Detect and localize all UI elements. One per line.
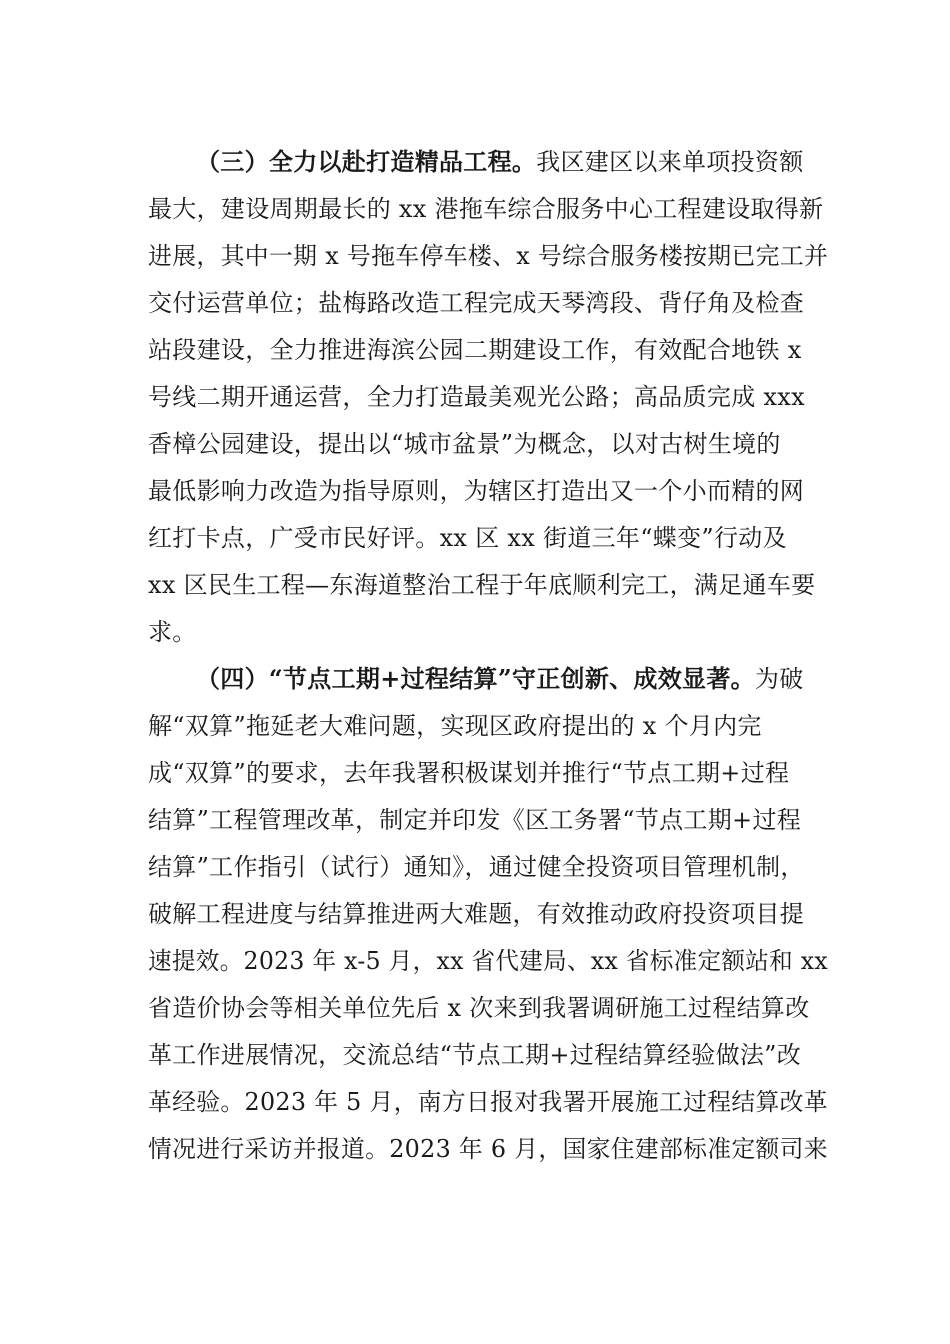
- section3-line-1: [196, 146, 828, 178]
- section3-line-10: xx 区民生工程—东海道整治工程于年底顺利完工，满足通车要: [148, 571, 816, 599]
- section3-line-4: 交付运营单位；盐梅路改造工程完成天琴湾段、背仔角及检查: [148, 289, 805, 317]
- section4-line-3: 成“双算”的要求，去年我署积极谋划并推行“节点工期+过程: [148, 759, 790, 787]
- section4-line-6: 破解工程进度与结算推进两大难题，有效推动政府投资项目提: [148, 900, 805, 928]
- section3-text-1: 我区建区以来单项投资额: [536, 148, 804, 176]
- section3-heading: （三）全力以赴打造精品工程。: [196, 147, 537, 176]
- section3-line-7: 香樟公园建设，提出以“城市盆景”为概念，以对古树生境的: [148, 430, 781, 458]
- section4-line-2: 解“双算”拖延老大难问题，实现区政府提出的 x 个月内完: [148, 712, 762, 740]
- section3-line-11: 求。: [148, 618, 197, 646]
- section4-line-8: 省造价协会等相关单位先后 x 次来到我署调研施工过程结算改: [148, 994, 810, 1022]
- section4-text-1: 为破: [754, 665, 804, 693]
- section4-line-4: 结算”工程管理改革，制定并印发《区工务署“节点工期+过程: [148, 806, 802, 834]
- section4-line-10: 革经验。2023 年 5 月，南方日报对我署开展施工过程结算改革: [148, 1088, 828, 1116]
- section3-line-9: 红打卡点，广受市民好评。xx 区 xx 街道三年“蝶变”行动及: [148, 524, 787, 552]
- section3-line-2: 最大，建设周期最长的 xx 港拖车综合服务中心工程建设取得新: [148, 195, 824, 223]
- section3-line-8: 最低影响力改造为指导原则，为辖区打造出又一个小而精的网: [148, 477, 805, 505]
- section4-line-5: 结算”工作指引（试行）通知》，通过健全投资项目管理机制，: [148, 853, 805, 881]
- section3-line-3: 进展，其中一期 x 号拖车停车楼、x 号综合服务楼按期已完工并: [148, 242, 829, 270]
- section4-line-11: 情况进行采访并报道。2023 年 6 月，国家住建部标准定额司来: [148, 1135, 828, 1163]
- section4-line-9: 革工作进展情况，交流总结“节点工期+过程结算经验做法”改: [148, 1041, 802, 1069]
- section3-line-6: 号线二期开通运营，全力打造最美观光公路；高品质完成 xxx: [148, 383, 805, 411]
- section3-line-5: 站段建设，全力推进海滨公园二期建设工作，有效配合地铁 x: [148, 336, 802, 364]
- section4-heading: （四）“节点工期+过程结算”守正创新、成效显著。: [196, 664, 755, 693]
- section4-line-7: 速提效。2023 年 x-5 月，xx 省代建局、xx 省标准定额站和 xx: [148, 947, 828, 975]
- section4-line-1: [196, 663, 828, 695]
